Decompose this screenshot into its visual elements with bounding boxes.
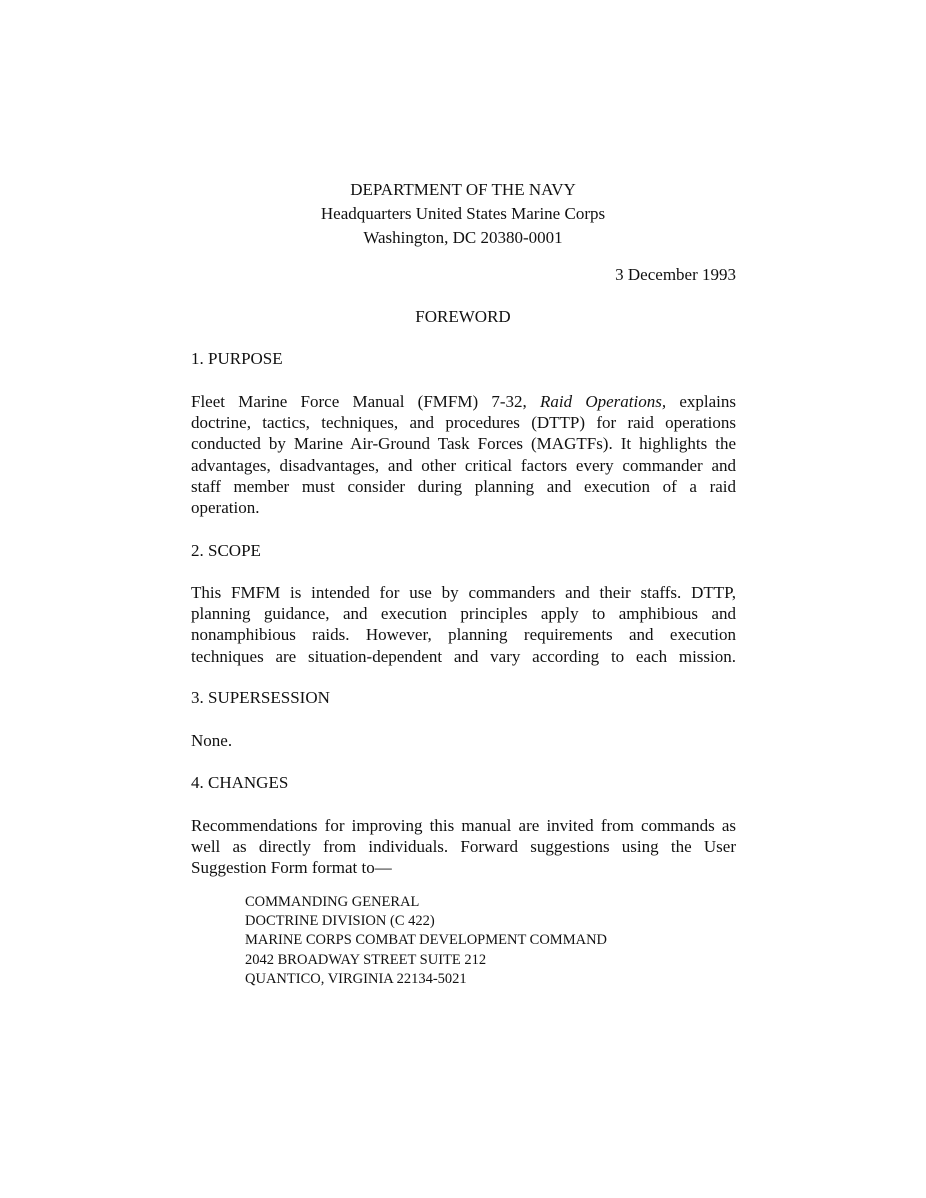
supersession-heading: 3. SUPERSESSION [191, 688, 330, 707]
purpose-line-6: operation. [191, 498, 260, 518]
purpose-line-1-pre: Fleet Marine Force Manual (FMFM) 7-32, [191, 392, 541, 411]
purpose-line-1 [191, 391, 736, 412]
headquarters-name: Headquarters United States Marine Corps [320, 204, 606, 223]
scope-heading: 2. SCOPE [191, 541, 261, 560]
changes-line-3: Suggestion Form format to— [191, 858, 392, 878]
scope-line-2: planning guidance, and execution principles apply to amphibious and [191, 604, 736, 624]
address-line-4: 2042 BROADWAY STREET SUITE 212 [245, 951, 487, 968]
scope-line-3: nonamphibious raids. However, planning requirements and execution [191, 625, 736, 645]
scope-paragraph [191, 582, 736, 667]
address-line-5: QUANTICO, VIRGINIA 22134-5021 [245, 970, 467, 987]
address-line-1: COMMANDING GENERAL [245, 894, 420, 910]
address-line-2: DOCTRINE DIVISION (C 422) [245, 913, 435, 930]
department-name: DEPARTMENT OF THE NAVY [350, 180, 576, 199]
purpose-line-5: staff member must consider during planning and execution of a raid [191, 476, 736, 496]
scope-line-4: techniques are situation-dependent and vary according to each mission. [191, 646, 736, 666]
changes-heading: 4. CHANGES [191, 773, 289, 792]
page-title: FOREWORD [415, 307, 511, 326]
manual-title-italic: Raid Operations, [540, 392, 667, 411]
changes-paragraph [191, 815, 736, 879]
address-line-3: MARINE CORPS COMBAT DEVELOPMENT COMMAND [245, 932, 608, 949]
purpose-line-4: advantages, disadvantages, and other critical factors every commander and [191, 455, 736, 475]
document-date: 3 December 1993 [615, 265, 736, 284]
letterhead [0, 178, 926, 250]
purpose-line-1-post: explains [666, 392, 736, 411]
purpose-heading: 1. PURPOSE [191, 349, 283, 368]
scope-line-1: This FMFM is intended for use by commanders and their staffs. DTTP, [191, 583, 736, 602]
purpose-line-2: doctrine, tactics, techniques, and procedures (DTTP) for raid operations [191, 413, 736, 433]
location: Washington, DC 20380-0001 [363, 228, 563, 247]
supersession-text: None. [191, 731, 233, 750]
purpose-paragraph [191, 391, 736, 518]
mailing-address [245, 893, 607, 989]
purpose-line-3: conducted by Marine Air-Ground Task Forces (MAGTFs). It highlights the [191, 434, 736, 454]
changes-line-2: well as directly from individuals. Forward suggestions using the User [191, 837, 736, 857]
changes-line-1: Recommendations for improving this manual are invited from commands as [191, 816, 736, 835]
